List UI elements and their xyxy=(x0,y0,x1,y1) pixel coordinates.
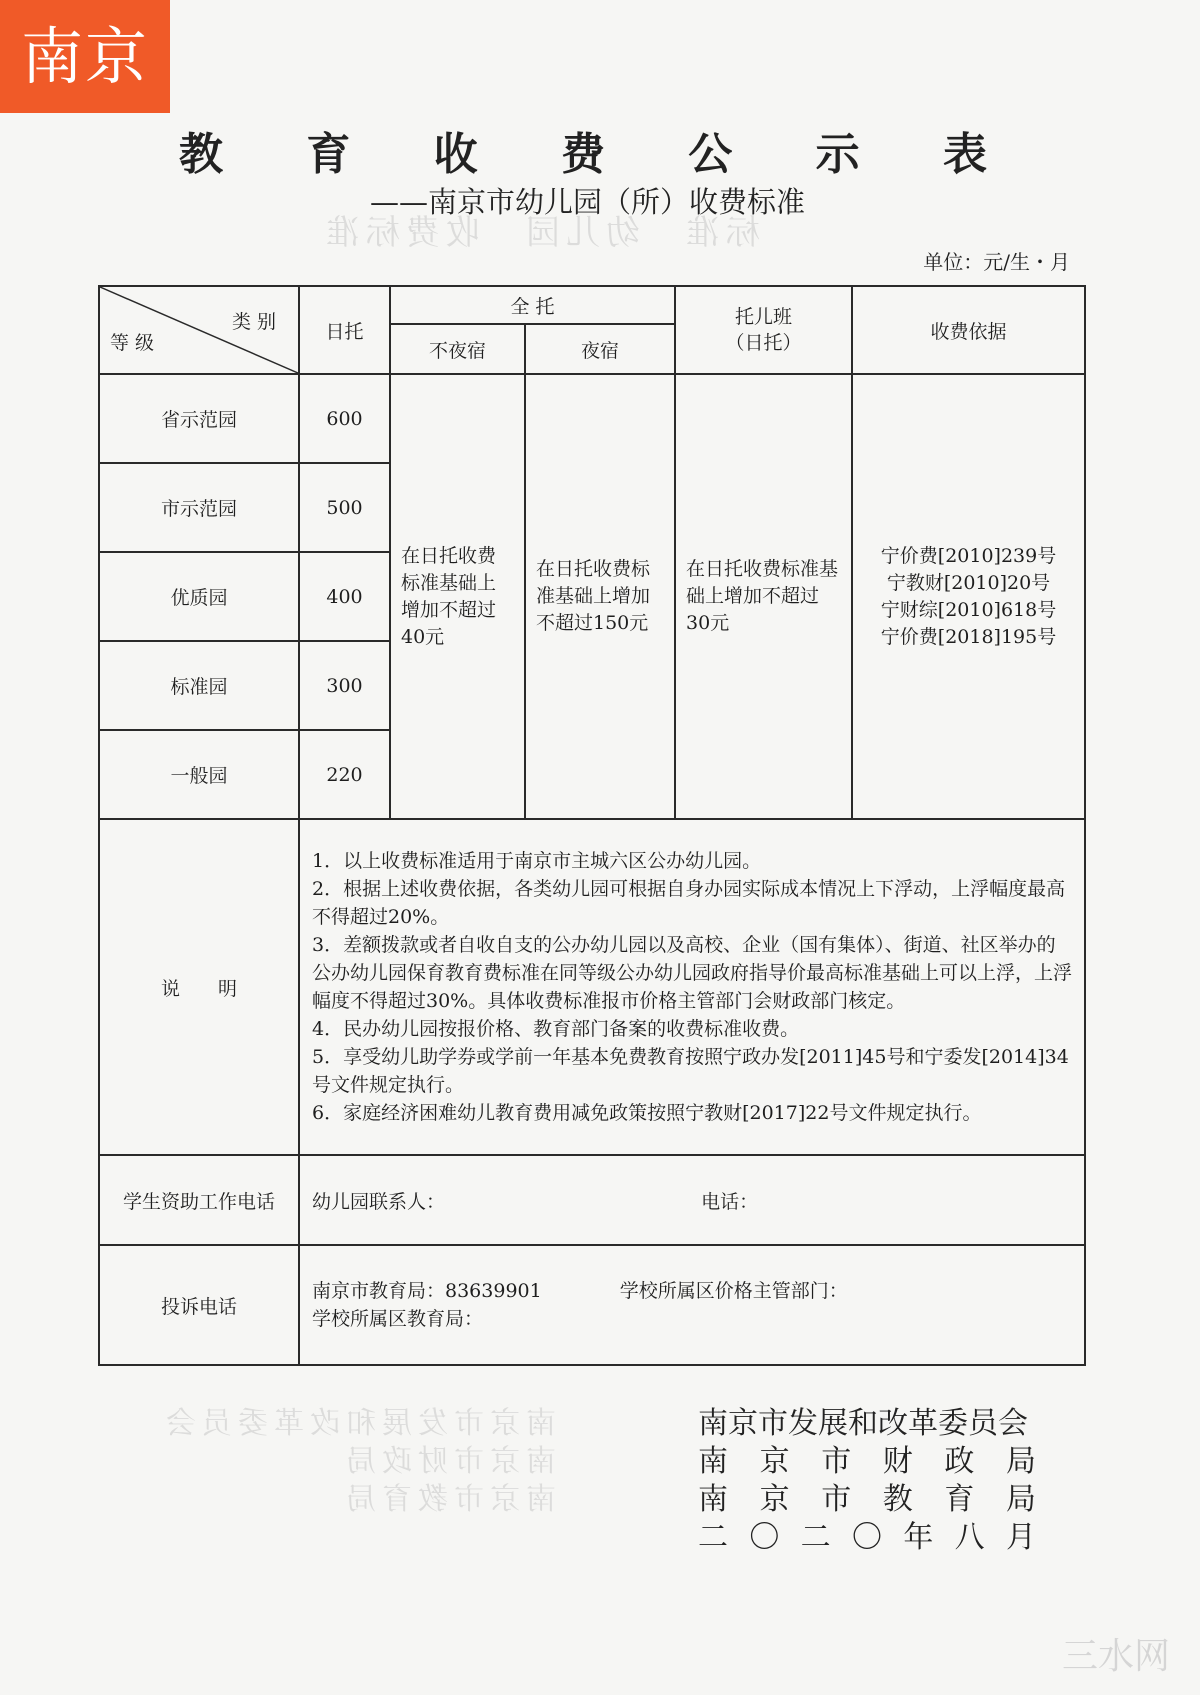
header-diagonal-cell xyxy=(99,286,299,374)
complaint-cell xyxy=(299,1245,1085,1365)
night-fee-text: 在日托收费标准基础上增加不超过150元 xyxy=(525,374,675,819)
basis-cell xyxy=(852,374,1085,819)
note-item: 3．差额拨款或者自收自支的公办幼儿园以及高校、企业（国有集体）、街道、社区举办的公办幼儿园保育教育费标准在同等级公办幼儿园政府指导价最高标准基础上可以上浮，上浮幅度不得超过30%。具体收费标准报市价格主管部门会财政部门核定。 xyxy=(312,934,1073,1012)
note-item: 4．民办幼儿园按报价格、教育部门备案的收费标准收费。 xyxy=(312,1018,800,1040)
notes-cell xyxy=(299,819,1085,1155)
signature-char: 月 xyxy=(1005,1520,1036,1555)
fee-cell: 500 xyxy=(299,463,390,552)
grade-cell: 市示范园 xyxy=(99,463,299,552)
complaint-label: 投诉电话 xyxy=(99,1245,299,1365)
signature-char: 育 xyxy=(944,1482,975,1517)
note-item: 5．享受幼儿助学券或学前一年基本免费教育按照宁政办发[2011]45号和宁委发[2014]34号文件规定执行。 xyxy=(312,1046,1069,1096)
issuer-line xyxy=(698,1481,1036,1519)
fee-table xyxy=(98,285,1086,1366)
full-care-header: 全 托 xyxy=(390,286,675,324)
basis-line: 宁价费[2010]239号 xyxy=(880,544,1057,567)
category-header: 类 别 xyxy=(231,311,276,333)
signature-char: 京 xyxy=(759,1444,790,1479)
notes-label: 说 明 xyxy=(99,819,299,1155)
bleed-through-decoration: 南京市发展和改革委员会 南京市财政局 南京市教育局 xyxy=(160,1406,556,1517)
bleed-through-decoration: 标准 幼儿园 收费标准 xyxy=(320,213,760,253)
fee-cell: 300 xyxy=(299,641,390,730)
signature-char: 市 xyxy=(821,1482,852,1517)
aid-contact-cell xyxy=(299,1155,1085,1245)
basis-line: 宁财综[2010]618号 xyxy=(880,598,1057,621)
grade-cell: 优质园 xyxy=(99,552,299,641)
after-class-header: 托儿班 （日托） xyxy=(675,286,852,374)
signature-char: 南 xyxy=(698,1482,728,1517)
note-item: 1．以上收费标准适用于南京市主城六区公办幼儿园。 xyxy=(312,850,762,872)
aid-phone: 电话： xyxy=(701,1190,759,1213)
basis-line: 宁价费[2018]195号 xyxy=(880,625,1057,648)
signature-char: 局 xyxy=(1005,1482,1036,1517)
signature-char: 〇 xyxy=(851,1520,882,1555)
fee-cell: 600 xyxy=(299,374,390,463)
grade-cell: 标准园 xyxy=(99,641,299,730)
fee-cell: 220 xyxy=(299,730,390,819)
fee-cell: 400 xyxy=(299,552,390,641)
basis-line: 宁教财[2010]20号 xyxy=(886,571,1051,594)
issuer-line xyxy=(698,1405,1036,1443)
no-night-fee-text: 在日托收费标准基础上增加不超过40元 xyxy=(390,374,525,819)
no-night-header: 不夜宿 xyxy=(390,324,525,374)
note-item: 2．根据上述收费依据，各类幼儿园可根据自身办园实际成本情况上下浮动，上浮幅度最高不得超过20%。 xyxy=(312,878,1066,928)
issuer-line xyxy=(698,1443,1036,1481)
note-item: 6．家庭经济困难幼儿教育费用减免政策按照宁教财[2017]22号文件规定执行。 xyxy=(312,1102,982,1124)
signature-char: 八 xyxy=(954,1520,985,1555)
signature-char: 南 xyxy=(698,1444,728,1479)
signature-char: 教 xyxy=(882,1482,913,1517)
watermark: 三水网 xyxy=(1061,1636,1170,1677)
night-header: 夜宿 xyxy=(525,324,675,374)
page-title: 教 育 收 费 公 示 表 xyxy=(179,129,1021,180)
signature-char: 二 xyxy=(800,1520,831,1555)
complaint-district: 学校所属区教育局： xyxy=(312,1308,484,1330)
aid-phone-label: 学生资助工作电话 xyxy=(99,1155,299,1245)
basis-header: 收费依据 xyxy=(852,286,1085,374)
signature-char: 〇 xyxy=(749,1520,780,1555)
signature-char: 局 xyxy=(1005,1444,1036,1479)
unit-label: 单位：元/生・月 xyxy=(923,250,1070,274)
grade-header: 等 级 xyxy=(110,332,155,354)
signature-char: 二 xyxy=(698,1520,728,1555)
issuer-signature xyxy=(698,1405,1036,1557)
city-badge: 南京 xyxy=(0,0,170,113)
table-row xyxy=(99,374,1085,463)
signature-char: 政 xyxy=(944,1444,975,1479)
signature-char: 市 xyxy=(821,1444,852,1479)
aid-contact: 幼儿园联系人： xyxy=(312,1190,446,1213)
day-care-header: 日托 xyxy=(299,286,390,374)
complaint-price: 学校所属区价格主管部门： xyxy=(619,1280,848,1302)
grade-cell: 省示范园 xyxy=(99,374,299,463)
complaint-edu: 南京市教育局：83639901 xyxy=(312,1280,542,1302)
signature-char: 京 xyxy=(759,1482,790,1517)
issuer-ndrc: 南京市发展和改革委员会 xyxy=(698,1406,1028,1441)
issuer-line xyxy=(698,1519,1036,1557)
signature-char: 年 xyxy=(903,1520,934,1555)
after-class-fee-text: 在日托收费标准基础上增加不超过30元 xyxy=(675,374,852,819)
grade-cell: 一般园 xyxy=(99,730,299,819)
page-subtitle: ——南京市幼儿园（所）收费标准 xyxy=(370,185,806,219)
signature-char: 财 xyxy=(882,1444,913,1479)
